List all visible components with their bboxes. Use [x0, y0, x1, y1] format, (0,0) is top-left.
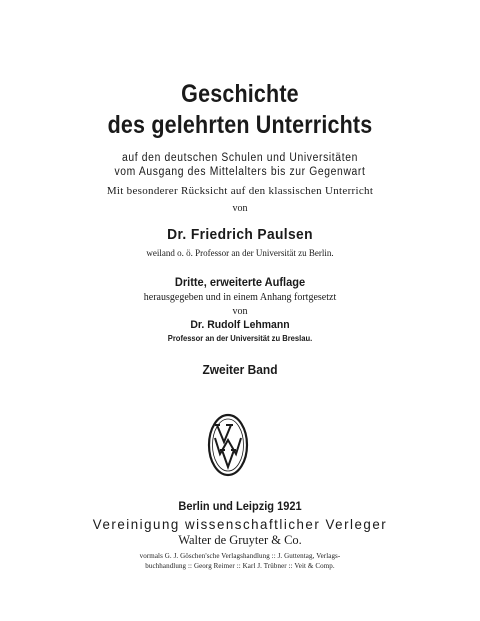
subtitle-line-1: auf den deutschen Schulen und Universitäten	[122, 152, 358, 164]
editor-intro: herausgegeben und in einem Anhang fortgesetzt	[143, 292, 337, 303]
former-publishers-line-1: vormals G. J. Göschen'sche Verlagshandlung :: J. Guttentag, Verlags-	[139, 552, 341, 560]
publisher-monogram-icon	[206, 412, 250, 478]
subtitle-line-3: Mit besonderer Rücksicht auf den klassischen Unterricht	[106, 185, 374, 197]
author-description: weiland o. ö. Professor an der Universität zu Berlin.	[146, 248, 334, 258]
von-label-1: von	[232, 203, 248, 214]
publisher-name: Vereinigung wissenschaftlicher Verleger	[92, 516, 388, 532]
von-label-2: von	[232, 306, 248, 317]
volume-label: Zweiter Band	[202, 362, 278, 377]
place-year: Berlin und Leipzig 1921	[178, 499, 302, 513]
book-title-line-2: des gelehrten Unterrichts	[107, 111, 373, 139]
former-publishers-line-2: buchhandlung :: Georg Reimer :: Karl J. Trübner :: Veit & Comp.	[145, 562, 335, 570]
publisher-subtitle: Walter de Gruyter & Co.	[178, 533, 302, 547]
edition-label: Dritte, erweiterte Auflage	[174, 275, 306, 289]
subtitle-line-2: vom Ausgang des Mittelalters bis zur Gegenwart	[114, 166, 366, 178]
book-title-line-1: Geschichte	[181, 80, 299, 108]
editor-name: Dr. Rudolf Lehmann	[190, 319, 290, 331]
editor-description: Professor an der Universität zu Breslau.	[167, 334, 313, 343]
author-name: Dr. Friedrich Paulsen	[167, 226, 313, 243]
